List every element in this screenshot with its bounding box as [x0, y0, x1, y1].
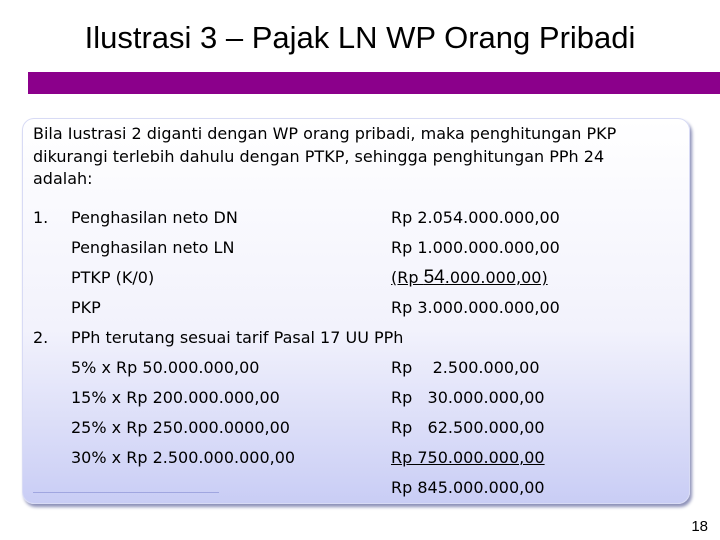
row-label: 15% x Rp 200.000.000,00 [71, 388, 280, 407]
title-accent-bar [28, 72, 720, 94]
page-number: 18 [691, 518, 708, 535]
row-amount: Rp 2.054.000.000,00 [391, 208, 560, 227]
row-label: Penghasilan neto DN [71, 208, 238, 227]
total-amount: Rp 845.000.000,00 [391, 478, 545, 497]
slide-title: Ilustrasi 3 – Pajak LN WP Orang Pribadi [84, 20, 636, 55]
intro-paragraph [33, 123, 685, 191]
intro-line-3: adalah: [33, 169, 93, 188]
intro-line-1: Bila Iustrasi 2 diganti dengan WP orang pribadi, maka penghitungan PKP [33, 124, 617, 143]
row-amount: Rp 62.500.000,00 [391, 418, 545, 437]
row-label: 30% x Rp 2.500.000.000,00 [71, 448, 296, 467]
row-label: 25% x Rp 250.000.0000,00 [71, 418, 290, 437]
row-label: PPh terutang sesuai tarif Pasal 17 UU PPh [71, 328, 404, 347]
row-label: Penghasilan neto LN [71, 238, 235, 257]
row-amount: Rp 3.000.000.000,00 [391, 298, 560, 317]
row-amount: Rp 30.000.000,00 [391, 388, 545, 407]
row-amount: Rp 2.500.000,00 [391, 358, 540, 377]
content-text [33, 123, 685, 497]
row-number: 2. [33, 328, 49, 347]
amount-suffix: .000.000,00) [444, 268, 548, 287]
intro-line-2: dikurangi terlebih dahulu dengan PTKP, sehingga penghitungan PPh 24 [33, 146, 605, 166]
row-number: 1. [33, 208, 49, 227]
row-label: PTKP (K/0) [71, 268, 155, 287]
row-label: PKP [71, 298, 101, 317]
row-label: 5% x Rp 50.000.000,00 [71, 358, 260, 377]
row-amount: Rp 1.000.000.000,00 [391, 238, 560, 257]
amount-emphasis: 54 [423, 267, 445, 288]
row-amount: Rp 750.000.000,00 [391, 448, 545, 467]
row-amount [391, 263, 548, 293]
decorative-divider [33, 492, 219, 493]
amount-prefix: (Rp [391, 268, 424, 287]
